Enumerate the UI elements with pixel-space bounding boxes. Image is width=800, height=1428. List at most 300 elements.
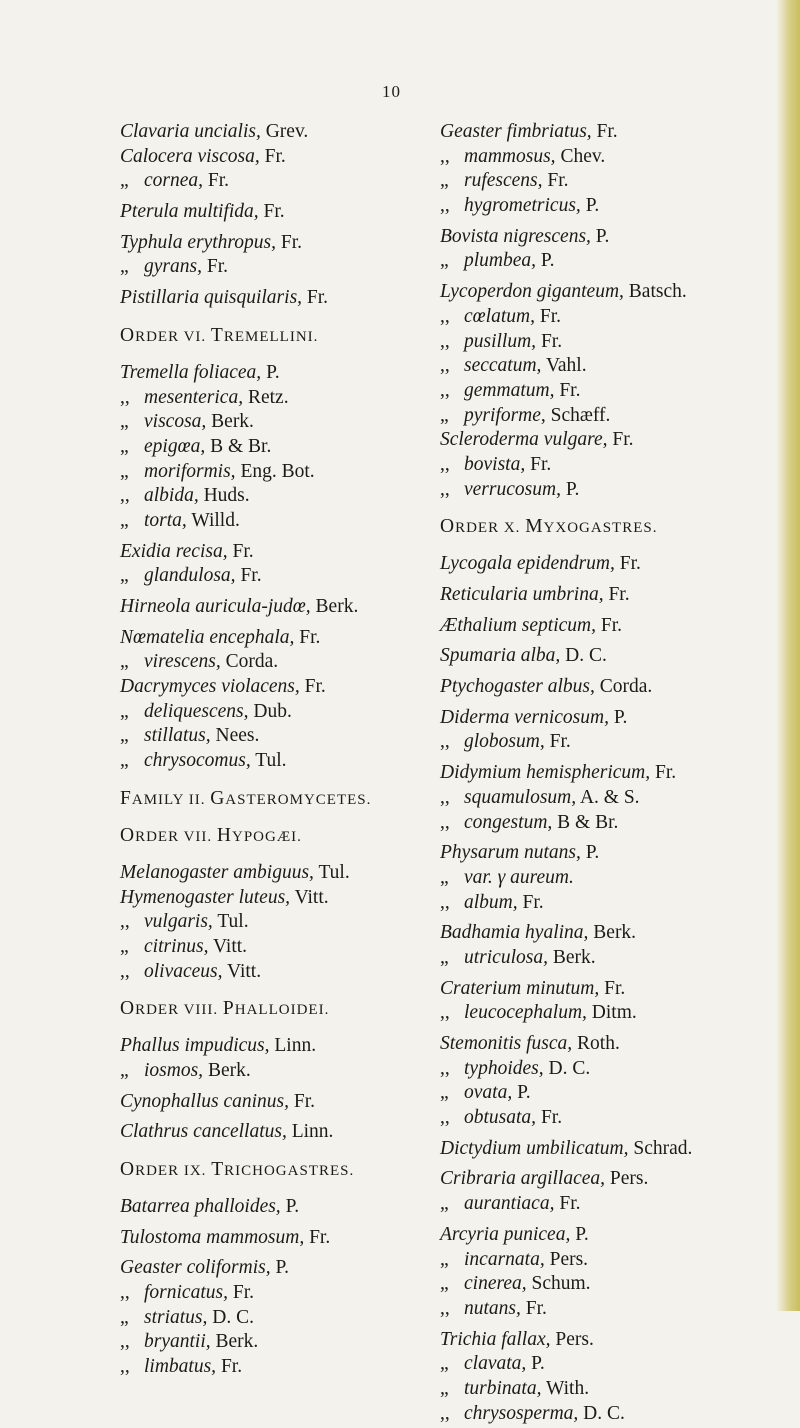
species-entry: [440, 843, 780, 868]
species-author: Fr.: [604, 977, 626, 999]
species-entry: [440, 763, 780, 788]
heading-initial: M: [525, 516, 544, 538]
species-author: Dub.: [253, 700, 292, 722]
species-name: Pterula multifida,: [120, 201, 259, 223]
heading-smallcaps: AMILY II.: [131, 791, 211, 808]
species-author: Linn.: [291, 1121, 334, 1143]
species-author: Vitt.: [213, 935, 248, 957]
species-name: gyrans,: [144, 256, 202, 278]
species-entry: [120, 751, 440, 776]
ditto-mark: „: [120, 565, 129, 587]
left-column: [120, 122, 440, 1382]
species-name: mesenterica,: [144, 386, 244, 408]
species-entry: [440, 430, 780, 455]
ditto-mark: ,,: [440, 1402, 450, 1424]
species-name: Lycogala epidendrum,: [440, 553, 615, 575]
species-entry: [120, 147, 440, 172]
species-name: cinerea,: [464, 1273, 527, 1295]
species-entry: [120, 937, 440, 962]
species-author: P.: [613, 706, 628, 728]
species-author: Fr.: [263, 201, 285, 223]
species-entry: [120, 597, 440, 622]
species-author: D. C.: [565, 645, 607, 667]
ditto-mark: „: [440, 1082, 449, 1104]
species-author: Fr.: [240, 565, 262, 587]
species-entry: [440, 1059, 780, 1084]
species-name: incarnata,: [464, 1248, 545, 1270]
ditto-mark: „: [440, 1353, 449, 1375]
species-entry: [440, 122, 780, 147]
ditto-mark: „: [120, 725, 129, 747]
species-author: Fr.: [596, 121, 618, 142]
species-entry: [440, 1169, 780, 1194]
species-name: striatus,: [144, 1306, 208, 1328]
species-entry: [120, 702, 440, 727]
species-author: Vahl.: [545, 355, 587, 377]
species-entry: [120, 288, 440, 313]
species-name: nutans,: [464, 1297, 521, 1319]
species-name: Stemonitis fusca,: [440, 1033, 573, 1054]
species-author: P.: [285, 1196, 300, 1217]
ditto-mark: ,,: [120, 485, 130, 507]
species-name: cornea,: [144, 170, 204, 192]
species-name: Spumaria alba,: [440, 645, 561, 667]
ditto-mark: ,,: [440, 195, 450, 217]
species-author: Pers.: [609, 1168, 649, 1190]
species-entry: [440, 1194, 780, 1219]
species-author: Vitt.: [227, 960, 262, 982]
species-author: Fr.: [220, 1356, 243, 1378]
species-author: Fr.: [655, 762, 677, 784]
species-name: Typhula erythropus,: [120, 231, 276, 253]
species-entry: [440, 813, 780, 838]
species-author: Berk.: [207, 1059, 251, 1081]
species-name: Tulostoma mammosum,: [120, 1226, 305, 1248]
species-name: deliquescens,: [144, 700, 249, 722]
species-author: Pers.: [555, 1328, 594, 1350]
section-heading: [120, 789, 440, 813]
ditto-mark: ,,: [440, 330, 450, 352]
species-author: Fr.: [522, 891, 544, 913]
species-author: Roth.: [577, 1033, 620, 1054]
ditto-mark: „: [440, 170, 449, 192]
ditto-mark: „: [440, 404, 449, 426]
ditto-mark: „: [440, 250, 449, 272]
ditto-mark: „: [440, 866, 449, 888]
species-entry: [120, 437, 440, 462]
species-author: D. C.: [212, 1306, 254, 1328]
species-author: Fr.: [530, 453, 552, 475]
species-author: Corda.: [599, 676, 653, 698]
ditto-mark: ,,: [440, 453, 450, 475]
species-entry: [440, 868, 780, 893]
ditto-mark: ,,: [440, 355, 450, 377]
ditto-mark: „: [120, 460, 129, 482]
species-author: Retz.: [247, 386, 289, 408]
species-name: Ptychogaster albus,: [440, 676, 595, 698]
heading-smallcaps: RDER VIII.: [135, 1002, 223, 1019]
species-author: Linn.: [274, 1035, 317, 1057]
species-author: Fr.: [612, 429, 634, 451]
species-name: var. γ aureum.: [464, 866, 574, 888]
species-name: iosmos,: [144, 1059, 204, 1081]
species-name: Clathrus cancellatus,: [120, 1121, 287, 1143]
species-entry: [440, 147, 780, 172]
species-entry: [120, 726, 440, 751]
species-author: Fr.: [309, 1226, 331, 1248]
species-author: B & Br.: [557, 811, 619, 833]
species-entry: [440, 406, 780, 431]
species-entry: [120, 233, 440, 258]
species-name: limbatus,: [144, 1356, 217, 1378]
ditto-mark: „: [120, 700, 129, 722]
species-name: Reticularia umbrina,: [440, 584, 604, 605]
species-name: utriculosa,: [464, 946, 548, 968]
species-name: obtusata,: [464, 1107, 537, 1129]
species-name: virescens,: [144, 651, 221, 673]
species-name: Pistillaria quisquilaris,: [120, 287, 303, 309]
species-entry: [440, 1108, 780, 1133]
species-author: Pers.: [549, 1248, 589, 1270]
heading-initial: H: [216, 824, 232, 846]
species-author: Schum.: [531, 1273, 591, 1295]
species-name: verrucosum,: [464, 478, 561, 500]
ditto-mark: ,,: [440, 305, 450, 327]
species-entry: [440, 251, 780, 276]
species-author: Fr.: [232, 540, 254, 562]
ditto-mark: „: [440, 946, 449, 968]
ditto-mark: „: [120, 935, 129, 957]
ditto-mark: „: [120, 750, 129, 772]
species-name: clavata,: [464, 1353, 527, 1375]
heading-smallcaps: RDER VI.: [135, 328, 211, 345]
species-name: leucocephalum,: [464, 1002, 587, 1024]
species-entry: [120, 412, 440, 437]
species-name: Hymenogaster luteus,: [120, 886, 291, 908]
species-entry: [440, 788, 780, 813]
ditto-mark: „: [120, 411, 129, 433]
species-name: cœlatum,: [464, 305, 535, 327]
species-author: Tul.: [318, 861, 350, 883]
species-name: Hirneola auricula-judœ,: [120, 596, 311, 617]
species-author: Fr.: [540, 330, 563, 352]
species-name: hygrometricus,: [464, 195, 581, 217]
ditto-mark: ,,: [120, 911, 130, 933]
ditto-mark: ,,: [440, 1057, 450, 1079]
species-entry: [120, 912, 440, 937]
section-heading: [120, 1160, 440, 1184]
species-name: squamulosum,: [464, 786, 577, 808]
species-author: Fr.: [525, 1297, 547, 1319]
species-entry: [440, 1330, 780, 1355]
species-name: Badhamia hyalina,: [440, 922, 589, 944]
species-name: citrinus,: [144, 935, 209, 957]
species-name: epigœa,: [144, 435, 206, 457]
ditto-mark: ,,: [440, 1107, 450, 1129]
species-name: rufescens,: [464, 170, 543, 192]
species-author: Fr.: [540, 1107, 563, 1129]
species-author: Schrad.: [633, 1137, 693, 1159]
species-author: Schæff.: [550, 404, 611, 426]
species-name: ovata,: [464, 1082, 513, 1104]
heading-initial: F: [120, 787, 132, 809]
species-entry: [440, 893, 780, 918]
species-author: Fr.: [207, 170, 230, 192]
species-author: Berk.: [315, 596, 359, 617]
heading-smallcaps: RDER X.: [455, 520, 526, 537]
species-entry: [440, 708, 780, 733]
species-author: P.: [531, 1353, 545, 1375]
species-author: Fr.: [232, 1282, 254, 1304]
species-name: pusillum,: [464, 330, 537, 352]
species-entry: [120, 863, 440, 888]
species-entry: [440, 1083, 780, 1108]
species-entry: [440, 646, 780, 671]
species-author: B & Br.: [210, 435, 272, 457]
ditto-mark: ,,: [440, 786, 450, 808]
species-name: fornicatus,: [144, 1282, 228, 1304]
species-name: globosum,: [464, 731, 545, 753]
species-author: Fr.: [619, 553, 641, 575]
heading-smallcaps: HALLOIDEI.: [234, 1002, 330, 1019]
species-name: Cynophallus caninus,: [120, 1090, 289, 1112]
ditto-mark: „: [440, 1273, 449, 1295]
species-author: P.: [275, 1257, 290, 1279]
species-author: Chev.: [560, 145, 606, 167]
section-heading: [120, 826, 440, 850]
species-author: With.: [546, 1377, 590, 1399]
species-author: Berk.: [215, 1331, 259, 1353]
species-entry: [440, 1379, 780, 1404]
species-author: Fr.: [600, 614, 623, 636]
species-name: turbinata,: [464, 1377, 542, 1399]
species-author: Grev.: [265, 121, 309, 142]
species-name: chrysosperma,: [464, 1402, 579, 1424]
ditto-mark: „: [440, 1248, 449, 1270]
species-author: P.: [595, 225, 610, 247]
heading-initial: G: [210, 787, 226, 809]
ditto-mark: „: [120, 1059, 129, 1081]
species-name: Lycoperdon giganteum,: [440, 281, 624, 303]
ditto-mark: „: [120, 1306, 129, 1328]
species-name: Calocera viscosa,: [120, 145, 260, 167]
species-author: Fr.: [559, 1193, 581, 1215]
species-entry: [440, 732, 780, 757]
ditto-mark: ,,: [440, 1297, 450, 1319]
species-entry: [440, 480, 780, 505]
species-entry: [120, 1357, 440, 1382]
ditto-mark: ,,: [440, 145, 450, 167]
species-author: P.: [565, 478, 580, 500]
species-entry: [440, 1225, 780, 1250]
heading-initial: T: [210, 324, 224, 346]
species-entry: [120, 566, 440, 591]
section-heading: [120, 326, 440, 350]
species-author: Fr.: [608, 584, 630, 605]
species-author: Fr.: [264, 145, 286, 167]
species-author: P.: [517, 1082, 531, 1104]
ditto-mark: „: [120, 256, 129, 278]
ditto-mark: ,,: [440, 731, 450, 753]
species-entry: [120, 202, 440, 227]
species-author: Tul.: [217, 911, 249, 933]
ditto-mark: ,,: [440, 891, 450, 913]
species-author: Willd.: [191, 509, 240, 531]
species-name: Geaster fimbriatus,: [440, 121, 592, 142]
species-entry: [120, 677, 440, 702]
species-entry: [440, 948, 780, 973]
species-entry: [440, 381, 780, 406]
species-entry: [440, 307, 780, 332]
ditto-mark: „: [440, 1377, 449, 1399]
species-author: Fr.: [539, 305, 561, 327]
species-entry: [120, 1197, 440, 1222]
ditto-mark: ,,: [440, 379, 450, 401]
species-entry: [120, 628, 440, 653]
ditto-mark: „: [120, 509, 129, 531]
species-name: Diderma vernicosum,: [440, 706, 609, 728]
species-entry: [440, 1139, 780, 1164]
species-name: Didymium hemisphericum,: [440, 762, 651, 784]
heading-smallcaps: ASTEROMYCETES.: [225, 791, 372, 808]
species-name: Geaster coliformis,: [120, 1257, 271, 1279]
species-name: albida,: [144, 485, 199, 507]
species-entry: [440, 455, 780, 480]
species-name: stillatus,: [144, 725, 211, 747]
heading-initial: P: [222, 998, 235, 1020]
species-entry: [120, 962, 440, 987]
species-author: P.: [575, 1223, 589, 1245]
species-author: P.: [585, 195, 600, 217]
species-name: plumbea,: [464, 250, 537, 272]
species-author: P.: [266, 361, 280, 383]
species-name: Dacrymyces violacens,: [120, 676, 300, 698]
species-entry: [440, 196, 780, 221]
species-name: viscosa,: [144, 411, 207, 433]
species-author: Fr.: [547, 170, 569, 192]
species-author: Vitt.: [294, 886, 329, 908]
species-author: Fr.: [280, 231, 303, 253]
heading-smallcaps: RDER IX.: [135, 1163, 212, 1179]
species-author: Fr.: [549, 731, 571, 753]
species-author: Fr.: [304, 676, 326, 698]
species-name: Æthalium septicum,: [440, 614, 596, 636]
species-entry: [120, 888, 440, 913]
species-name: vulgaris,: [144, 911, 213, 933]
species-entry: [440, 1250, 780, 1275]
species-entry: [440, 332, 780, 357]
species-name: Craterium minutum,: [440, 977, 600, 999]
right-column: [440, 122, 780, 1428]
heading-initial: O: [120, 824, 136, 846]
species-name: Exidia recisa,: [120, 540, 228, 562]
species-entry: [120, 122, 440, 147]
species-name: bovista,: [464, 453, 526, 475]
species-entry: [440, 356, 780, 381]
species-entry: [440, 1034, 780, 1059]
ditto-mark: ,,: [440, 1002, 450, 1024]
species-entry: [120, 1122, 440, 1147]
species-entry: [120, 486, 440, 511]
species-entry: [440, 616, 780, 641]
species-entry: [120, 1061, 440, 1086]
species-name: Dictydium umbilicatum,: [440, 1137, 629, 1159]
species-name: Physarum nutans,: [440, 842, 581, 864]
ditto-mark: ,,: [120, 1282, 130, 1304]
species-name: chrysocomus,: [144, 750, 251, 772]
species-entry: [440, 979, 780, 1004]
species-entry: [120, 257, 440, 282]
species-entry: [440, 1274, 780, 1299]
species-entry: [440, 1003, 780, 1028]
species-name: torta,: [144, 509, 187, 531]
heading-smallcaps: YXOGASTRES.: [543, 520, 658, 537]
species-name: seccatum,: [464, 355, 542, 377]
species-name: gemmatum,: [464, 379, 555, 401]
species-entry: [440, 1354, 780, 1379]
species-entry: [120, 1092, 440, 1117]
heading-initial: T: [211, 1159, 225, 1180]
species-author: Eng. Bot.: [240, 460, 315, 482]
species-entry: [440, 554, 780, 579]
species-author: Berk.: [211, 411, 254, 433]
species-author: Ditm.: [591, 1002, 637, 1024]
section-heading: [440, 517, 780, 541]
species-name: Scleroderma vulgare,: [440, 429, 608, 451]
species-entry: [120, 462, 440, 487]
species-name: Phallus impudicus,: [120, 1035, 270, 1057]
species-entry: [120, 1228, 440, 1253]
species-entry: [120, 1332, 440, 1357]
species-name: pyriforme,: [464, 404, 546, 426]
species-name: olivaceus,: [144, 960, 223, 982]
species-entry: [120, 1308, 440, 1333]
section-heading: [120, 999, 440, 1023]
species-entry: [440, 227, 780, 252]
species-author: Huds.: [203, 485, 250, 507]
ditto-mark: ,,: [120, 1331, 130, 1353]
species-name: typhoides,: [464, 1057, 544, 1079]
species-name: Clavaria uncialis,: [120, 121, 261, 142]
species-author: Corda.: [225, 651, 279, 673]
heading-smallcaps: RDER VII.: [135, 828, 217, 845]
species-entry: [440, 171, 780, 196]
ditto-mark: ,,: [440, 811, 450, 833]
heading-smallcaps: RICHOGASTRES.: [224, 1163, 355, 1179]
page-number: 10: [382, 82, 401, 101]
species-name: Tremella foliacea,: [120, 361, 262, 383]
species-author: Batsch.: [628, 281, 687, 303]
species-entry: [120, 1036, 440, 1061]
species-name: glandulosa,: [144, 565, 236, 587]
ditto-mark: „: [120, 170, 129, 192]
species-entry: [440, 677, 780, 702]
heading-initial: O: [120, 1159, 136, 1180]
ditto-mark: „: [440, 1193, 449, 1215]
ditto-mark: ,,: [120, 386, 130, 408]
species-author: Fr.: [559, 379, 581, 401]
species-name: Batarrea phalloides,: [120, 1196, 281, 1217]
heading-initial: O: [120, 998, 136, 1020]
species-name: Trichia fallax,: [440, 1328, 551, 1350]
species-entry: [440, 1299, 780, 1324]
species-author: P.: [540, 250, 555, 272]
heading-smallcaps: YPOGÆI.: [232, 828, 302, 845]
heading-smallcaps: REMELLINI.: [223, 328, 319, 345]
species-name: aurantiaca,: [464, 1193, 555, 1215]
species-name: album,: [464, 891, 518, 913]
ditto-mark: ,,: [120, 1356, 130, 1378]
